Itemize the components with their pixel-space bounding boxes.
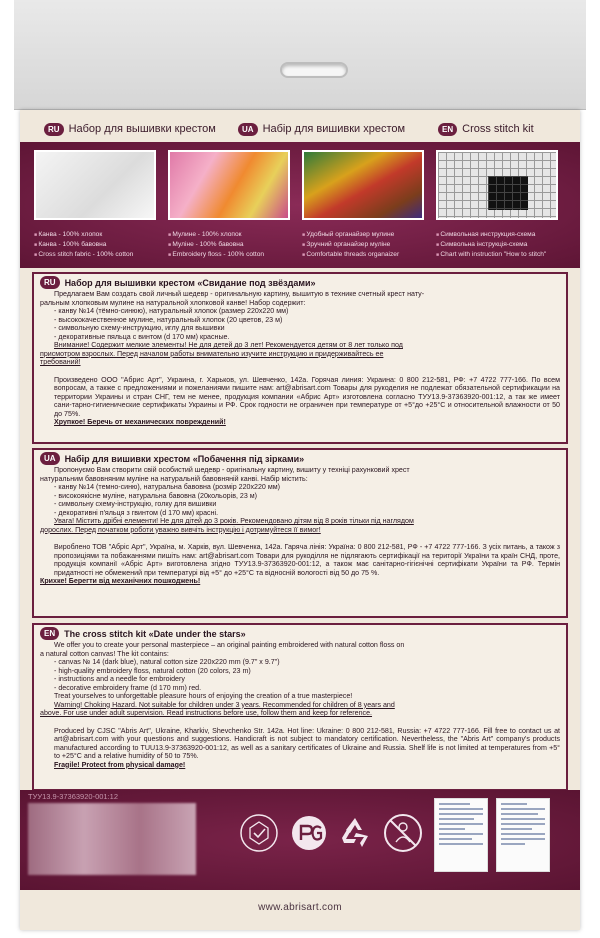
intro-line: ральным хлопковым мулине на натуральной хлопковой канве! Набор содержит:: [40, 298, 306, 307]
content-item: - high-quality embroidery floss, natural cotton (20 colors, 23 m): [54, 666, 251, 675]
certificate-document-ru: [496, 798, 550, 872]
certification-mark-icon: [288, 812, 330, 854]
intro-line: натуральним бавовняним муліне на натуральній бавовняній канві. Набір містить:: [40, 474, 308, 483]
section-badge-ru: RU: [40, 276, 60, 289]
section-ua: [32, 448, 568, 618]
producer-info: Виробленo ТОВ "Абріс Арт", Україна, м. Харків, вул. Шевченка, 142а. Гаряча лінія: Україна: 0 800 212-581, РФ - +7 4722 777-166. З усіх питань, а також з пропозиціями та побажаннями пишіть нам: art@abrisart.com Товари для рукоділля не підлягають сертифікації на території України та країн СНД, проте, продукція компанії «Абріс Арт» виготовлена згідно ТУУ13.9-37363920-001:12, а також має санітарно-гігієнічні сертифікати України та РФ. Термін придатності не обмежений при температурі від +5° до +25°С та відносній вологості від 50 до 75 %.: [54, 543, 560, 577]
title-ua: [238, 118, 405, 140]
footer-band: [20, 790, 580, 890]
section-title-ua: Набір для вишивки хрестом «Побачення під зірками»: [64, 453, 305, 464]
photo-canvas: [34, 150, 156, 220]
hanger-tab: [14, 0, 586, 110]
content-item: - instructions and a needle for embroidery: [54, 675, 185, 683]
section-ru: [32, 272, 568, 444]
voluntary-certification-icon: [238, 812, 280, 854]
lang-badge-en: EN: [438, 123, 457, 136]
lang-badge-ru: RU: [44, 123, 64, 136]
warning-line: дорослих. Перед початком роботи уважно вивчіть інструкцію і дотримуйтеся її вимог!: [40, 525, 321, 534]
caption-canvas: ■ Канва - 100% хлопок ■ Канва - 100% бавовна ■ Cross stitch fabric - 100% cotton: [34, 230, 160, 260]
warning-line: Warning! Choking Hazard. Not suitable for children under 3 years. Recommended for children of 8 years and: [54, 700, 395, 709]
fragile-note: Крихке! Берегти від механічних пошкоджень!: [40, 577, 201, 585]
caption-organizer: ■ Удобный органайзер мулине ■ Зручний органайзер мулiне ■ Comfortable threads organaizer: [302, 230, 428, 260]
intro-line: Предлагаем Вам создать свой личный шедевр - оригинальную картину, вышитую в технике счетный крест нату-: [54, 290, 425, 298]
caption-chart: ■ Символьная инструкция-схема ■ Символьна iнструкцiя-схема ■ Chart with instruction "How to stitch": [436, 230, 562, 260]
certificate-document-ua: [434, 798, 488, 872]
warning-line: Увага! Містить дрібні елементи! Не для дітей до 3 років. Рекомендовано дітям від 8 років тільки під наглядом: [54, 517, 414, 525]
content-item: - символьну схему-інструкцію, голку для вишивки: [54, 500, 217, 508]
content-item: - декоративні п'яльця з гвинтом (d 170 мм) красні.: [54, 508, 219, 517]
content-item: - символьную схему-инструкцию, иглу для вышивки: [54, 324, 225, 332]
content-item: - decorative embroidery frame (d 170 mm) red.: [54, 683, 202, 692]
lang-title-ru: Набор для вышивки крестом: [68, 123, 216, 135]
warning-line: требований!: [40, 358, 81, 366]
lang-badge-ua: UA: [238, 123, 258, 136]
no-small-children-icon: [382, 812, 424, 854]
kit-contents-band: [20, 142, 580, 268]
producer-info: Произведено ООО "Абрис Арт", Украина, г. Харьков, ул. Шевченко, 142а. Горячая линия: Украина: 0 800 212-581, РФ: +7 4722 777-166. По всем вопросам, а также с предложениями и пожеланиями пишите нам: art@abrisart.com Товары для рукоделия не подлежат обязательной сертификации на территории Украины и стран СНГ, тем не менее, продукция компании «Абрис Арт» изготовлена согласно ТУУ13.9-37363920-001:12, а так же имеет сани-тарно-гигиенические сертификаты Украины и РФ. Срок годности не ограничен при температуре от +5°до +25°С и относительной влажности от 50 до 75%.: [54, 375, 560, 418]
recycle-icon: [334, 812, 376, 854]
language-title-bar: [20, 118, 580, 140]
content-item: - canvas № 14 (dark blue), natural cotton size 220x220 mm (9.7" x 9.7"): [54, 658, 280, 666]
section-title-en: The cross stitch kit «Date under the stars»: [64, 628, 246, 639]
product-card: [20, 110, 580, 930]
photo-organizer: [302, 150, 424, 220]
fragile-note: Хрупкое! Беречь от механических повреждений!: [54, 418, 226, 426]
caption-floss: ■ Мулине - 100% хлопок ■ Мулiне - 100% бавовна ■ Embroidery floss - 100% cotton: [168, 230, 294, 260]
content-item: - високоякісне муліне, натуральна бавовна (20кольорів, 23 м): [54, 491, 258, 500]
lang-title-ua: Набір для вишивки хрестом: [262, 123, 406, 135]
fragile-note: Fragile! Protect from physical damage!: [54, 760, 186, 769]
section-en: [32, 623, 568, 791]
photo-floss: [168, 150, 290, 220]
section-badge-ua: UA: [40, 452, 60, 465]
content-item: - канву №14 (темно-синю), натуральна бавовна (розмір 220х220 мм): [54, 483, 280, 491]
content-item: - высококачественное мулине, натуральный хлопок (20 цветов, 23 м): [54, 315, 283, 324]
warning-line: Внимание! Содержит мелкие элементы! Не для детей до 3 лет! Рекомендуется детям от 8 лет только под: [54, 341, 403, 349]
producer-info: Produced by CJSC "Abris Art", Ukraine, Kharkiv, Shevchenko Str. 142a. Hot line: Ukraine: 0 800 212-581, Russia: +7 4722 777-166. Fill free to contact us at art@abrisart.com with your questions and suggestions. Handicraft is not subject to mandatory certification. Nevertheless, the "Abris Art" company's products manufactured according to TUU13.9-37363920-001:12, as well as a sanitary certificates of Ukraine and Russia. Shelf life is not limited at temperatures from +5° to +25°C and a relative humidity of 50 to 75%.: [54, 726, 560, 760]
content-item: - декоративные пяльца с винтом (d 170 мм) красные.: [54, 332, 230, 341]
title-en: [438, 118, 534, 140]
lang-title-en: Cross stitch kit: [462, 123, 534, 135]
treat-line: Treat yourselves to unforgettable pleasure hours of enjoying the creation of a true masterpiece!: [54, 692, 353, 700]
intro-line: Пропонуємо Вам створити свій особистий шедевр - оригінальну картину, вишиту у техніці рахунковий хрест: [54, 466, 410, 474]
intro-line: a natural cotton canvas! The kit contains:: [40, 649, 169, 658]
hanger-hole: [280, 62, 348, 78]
warning-line: above. For use under adult supervision. Read instructions before use, follow them and keep for reference.: [40, 709, 373, 717]
section-badge-en: EN: [40, 627, 59, 640]
content-item: - канву №14 (тёмно-синюю), натуральный хлопок (размер 220х220 мм): [54, 307, 289, 315]
website-url: www.abrisart.com: [258, 902, 342, 913]
barcode-blurred: [28, 803, 196, 875]
photo-chart: [436, 150, 558, 220]
warning-line: присмотром взрослых. Перед началом работы внимательно изучите инструкцию и придерживайтесь ее: [40, 349, 384, 358]
title-ru: [44, 118, 216, 140]
section-title-ru: Набор для вышивки крестом «Свидание под звёздами»: [64, 277, 316, 288]
barcode-label: ТУУ13.9-37363920-001:12: [28, 792, 119, 801]
intro-line: We offer you to create your personal masterpiece – an original painting embroidered with natural cotton floss on: [54, 641, 405, 649]
